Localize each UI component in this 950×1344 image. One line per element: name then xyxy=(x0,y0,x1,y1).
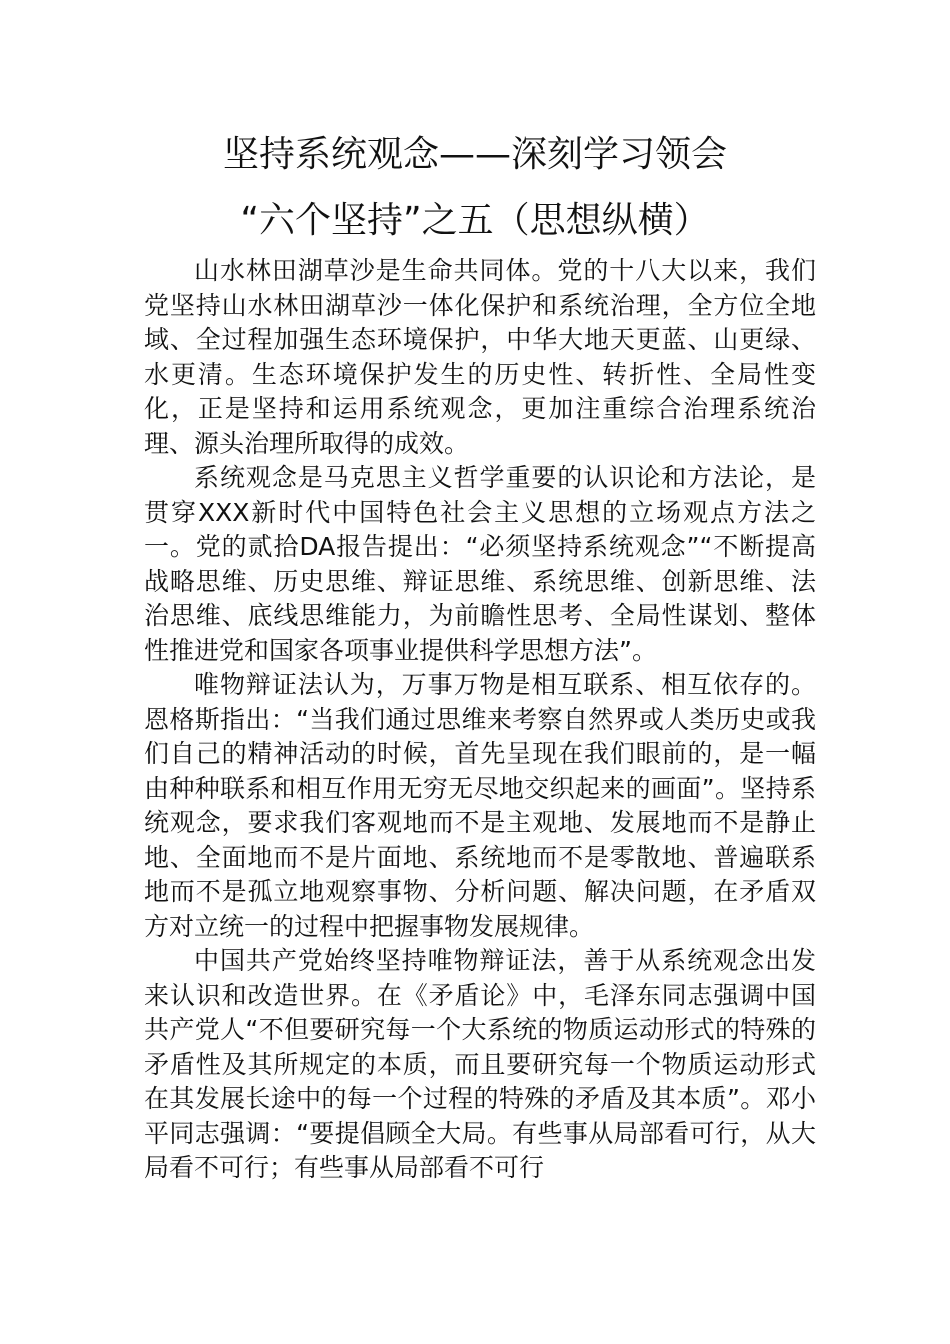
paragraph-4: 中国共产党始终坚持唯物辩证法，善于从系统观念出发来认识和改造世界。在《矛盾论》中，毛泽东同志强调中国共产党人“不但要研究每一个大系统的物质运动形式的特殊的矛盾性及其所规定的本质，而且要研究每一个物质运动形式在其发展长途中的每一个过程的特殊的矛盾及其本质”。邓小平同志强调：“要提倡顾全大局。有些事从局部看可行，从大局看不可行；有些事从局部看不可行 xyxy=(144,946,816,1182)
paragraph-3: 唯物辩证法认为，万事万物是相互联系、相互依存的。恩格斯指出：“当我们通过思维来考察自然界或人类历史或我们自己的精神活动的时候，首先呈现在我们眼前的，是一幅由种种联系和相互作用无穷无尽地交织起来的画面”。坚持系统观念，要求我们客观地而不是主观地、发展地而不是静止地、全面地而不是片面地、系统地而不是零散地、普遍联系地而不是孤立地观察事物、分析问题、解决问题，在矛盾双方对立统一的过程中把握事物发展规律。 xyxy=(144,670,816,941)
document-body xyxy=(144,254,816,1186)
document-title-line-2: “六个坚持”之五（思想纵横） xyxy=(240,200,710,241)
paragraph-1: 山水林田湖草沙是生命共同体。党的十八大以来，我们党坚持山水林田湖草沙一体化保护和系统治理，全方位全地域、全过程加强生态环境保护，中华大地天更蓝、山更绿、水更清。生态环境保护发生的历史性、转折性、全局性变化，正是坚持和运用系统观念，更加注重综合治理系统治理、源头治理所取得的成效。 xyxy=(144,256,816,458)
document-title-line-1: 坚持系统观念——深刻学习领会 xyxy=(222,134,727,175)
paragraph-2: 系统观念是马克思主义哲学重要的认识论和方法论，是贯穿XXX新时代中国特色社会主义思想的立场观点方法之一。党的贰拾DA报告提出：“必须坚持系统观念”“不断提高战略思维、历史思维、辩证思维、系统思维、创新思维、法治思维、底线思维能力，为前瞻性思考、全局性谋划、整体性推进党和国家各项事业提供科学思想方法”。 xyxy=(144,463,816,665)
